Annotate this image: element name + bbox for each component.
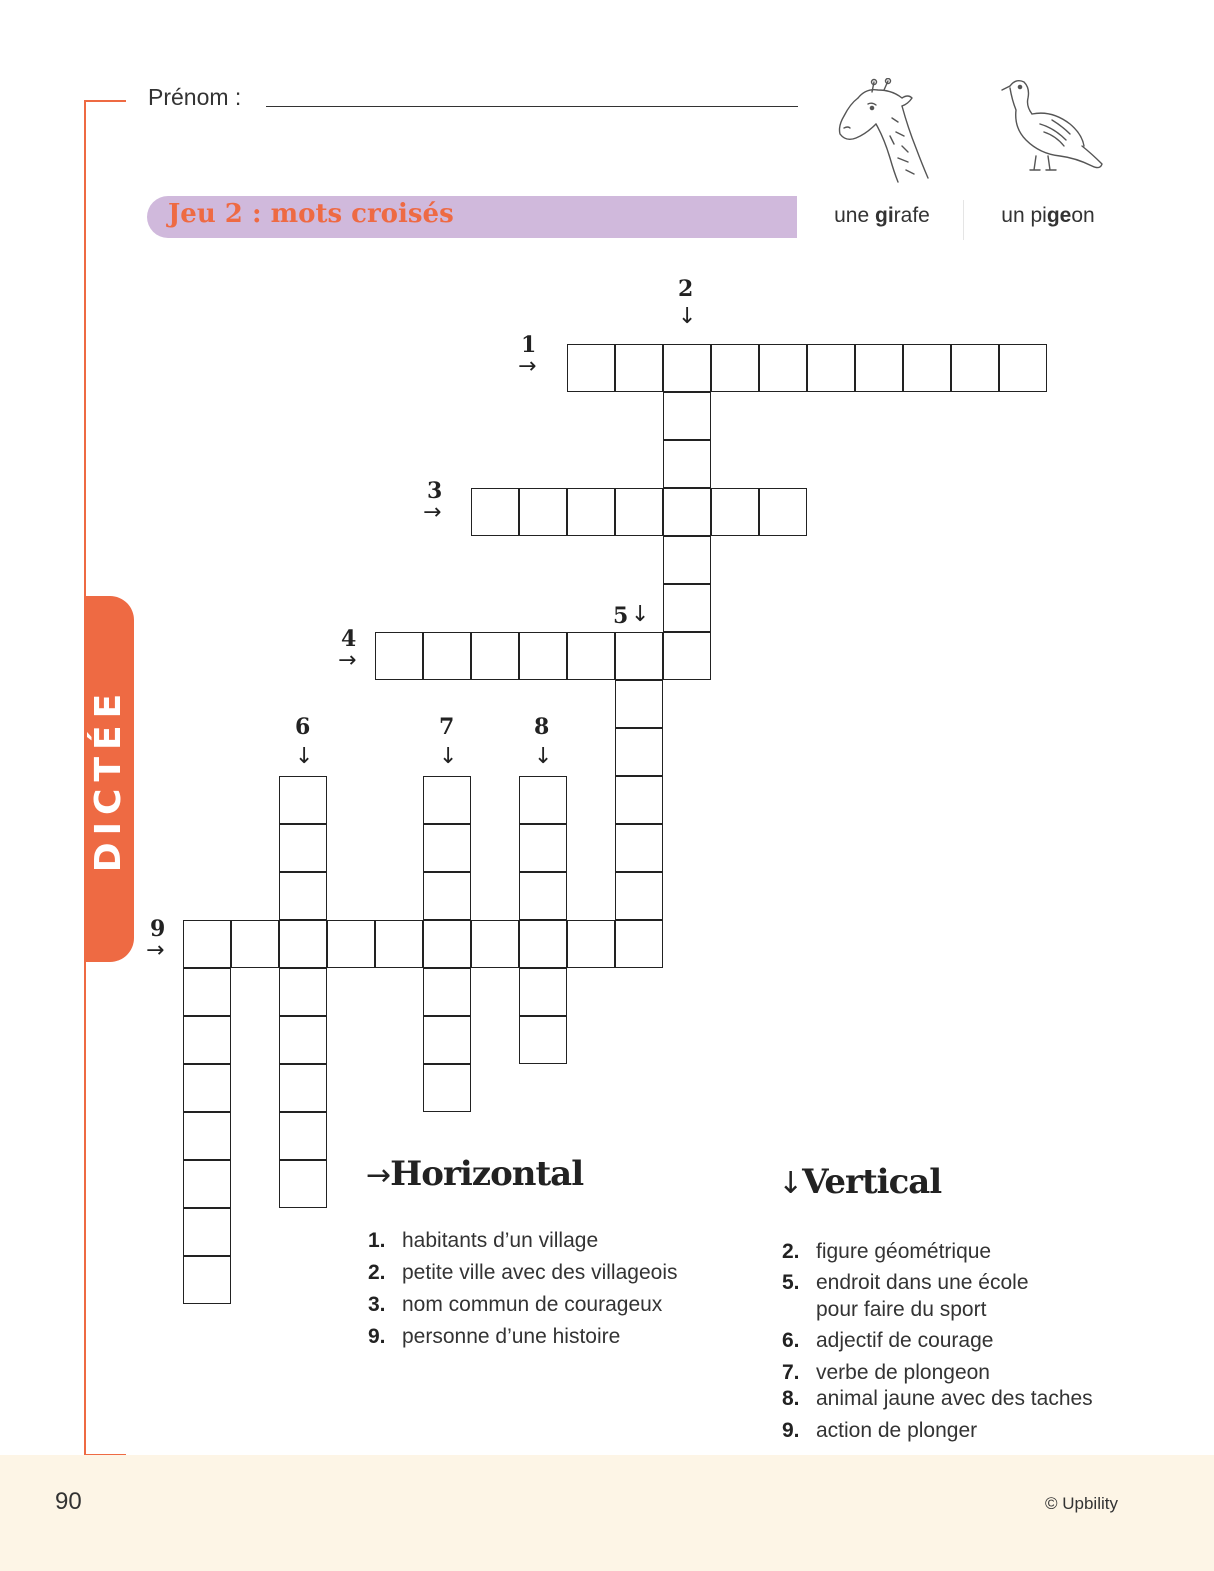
crossword-cell[interactable] xyxy=(375,920,423,968)
vertical-clue-continuation: pour faire du sport xyxy=(816,1298,987,1321)
crossword-cell[interactable] xyxy=(951,344,999,392)
clue-number-1: 1 xyxy=(521,332,537,358)
pigeon-label: un pigeon xyxy=(1001,204,1095,227)
crossword-cell[interactable] xyxy=(279,1112,327,1160)
crossword-cell[interactable] xyxy=(807,344,855,392)
crossword-cell[interactable] xyxy=(759,344,807,392)
crossword-cell[interactable] xyxy=(663,344,711,392)
crossword-cell[interactable] xyxy=(423,824,471,872)
name-label: Prénom : xyxy=(148,84,242,110)
arrow-down-icon: ↓ xyxy=(631,602,650,627)
crossword-cell[interactable] xyxy=(519,968,567,1016)
crossword-cell[interactable] xyxy=(567,488,615,536)
vertical-title: ↓Vertical xyxy=(778,1162,942,1202)
clue-number-6: 6 xyxy=(295,714,311,740)
crossword-cell[interactable] xyxy=(711,344,759,392)
arrow-down-icon: ↓ xyxy=(439,744,458,769)
side-tab-label: DICTÉE xyxy=(88,686,130,872)
crossword-cell[interactable] xyxy=(711,488,759,536)
horizontal-clue: 1. habitants d’un village xyxy=(368,1229,599,1252)
crossword-cell[interactable] xyxy=(279,920,327,968)
crossword-cell[interactable] xyxy=(279,776,327,824)
arrow-right-icon: → xyxy=(423,500,442,525)
crossword-cell[interactable] xyxy=(471,488,519,536)
crossword-cell[interactable] xyxy=(519,776,567,824)
crossword-cell[interactable] xyxy=(279,824,327,872)
copyright: © Upbility xyxy=(1045,1494,1118,1513)
crossword-cell[interactable] xyxy=(567,632,615,680)
clue-number-8: 8 xyxy=(534,714,550,740)
crossword-cell[interactable] xyxy=(423,920,471,968)
clue-number-4: 4 xyxy=(341,626,357,652)
game-title: Jeu 2 : mots croisés xyxy=(168,199,454,229)
clue-number-3: 3 xyxy=(427,478,443,504)
crossword-cell[interactable] xyxy=(279,968,327,1016)
giraffe-icon xyxy=(832,78,932,184)
crossword-cell[interactable] xyxy=(279,1064,327,1112)
crossword-cell[interactable] xyxy=(423,872,471,920)
crossword-cell[interactable] xyxy=(423,1064,471,1112)
arrow-right-icon: → xyxy=(366,1158,391,1193)
crossword-cell[interactable] xyxy=(183,1160,231,1208)
horizontal-title: →Horizontal xyxy=(366,1154,584,1194)
crossword-cell[interactable] xyxy=(471,920,519,968)
crossword-cell[interactable] xyxy=(519,632,567,680)
vertical-clue: 9. action de plonger xyxy=(782,1419,978,1442)
crossword-cell[interactable] xyxy=(663,392,711,440)
crossword-cell[interactable] xyxy=(615,824,663,872)
crossword-cell[interactable] xyxy=(183,920,231,968)
crossword-cell[interactable] xyxy=(615,872,663,920)
crossword-cell[interactable] xyxy=(423,776,471,824)
clue-number-2: 2 xyxy=(678,276,694,302)
name-input-line[interactable] xyxy=(266,106,798,107)
crossword-cell[interactable] xyxy=(183,1112,231,1160)
footer-band xyxy=(0,1455,1214,1571)
crossword-cell[interactable] xyxy=(567,344,615,392)
crossword-cell[interactable] xyxy=(567,920,615,968)
crossword-cell[interactable] xyxy=(423,1016,471,1064)
crossword-cell[interactable] xyxy=(279,1160,327,1208)
crossword-cell[interactable] xyxy=(183,1016,231,1064)
crossword-cell[interactable] xyxy=(183,1064,231,1112)
vertical-clue: 2. figure géométrique xyxy=(782,1240,992,1263)
horizontal-clue: 2. petite ville avec des villageois xyxy=(368,1261,678,1284)
crossword-cell[interactable] xyxy=(375,632,423,680)
clue-number-7: 7 xyxy=(439,714,455,740)
vertical-clue: 7. verbe de plongeon xyxy=(782,1361,990,1384)
clue-number-9: 9 xyxy=(150,916,166,942)
clue-number-5: 5 xyxy=(613,603,629,629)
crossword-cell[interactable] xyxy=(279,872,327,920)
crossword-cell[interactable] xyxy=(759,488,807,536)
arrow-down-icon: ↓ xyxy=(678,304,697,329)
crossword-cell[interactable] xyxy=(519,824,567,872)
crossword-cell[interactable] xyxy=(615,920,663,968)
giraffe-label: une girafe xyxy=(834,204,930,227)
horizontal-clue: 3. nom commun de courageux xyxy=(368,1293,663,1316)
crossword-cell[interactable] xyxy=(471,632,519,680)
illustration-divider xyxy=(963,200,964,240)
arrow-down-icon: ↓ xyxy=(295,744,314,769)
crossword-cell[interactable] xyxy=(615,344,663,392)
crossword-cell[interactable] xyxy=(183,1208,231,1256)
vertical-clue: 8. animal jaune avec des taches xyxy=(782,1387,1093,1410)
arrow-down-icon: ↓ xyxy=(534,744,553,769)
crossword-cell[interactable] xyxy=(423,968,471,1016)
crossword-cell[interactable] xyxy=(855,344,903,392)
crossword-cell[interactable] xyxy=(615,728,663,776)
crossword-cell[interactable] xyxy=(519,488,567,536)
crossword-cell[interactable] xyxy=(327,920,375,968)
crossword-cell[interactable] xyxy=(423,632,471,680)
crossword-cell[interactable] xyxy=(663,440,711,488)
crossword-cell[interactable] xyxy=(279,1016,327,1064)
crossword-cell[interactable] xyxy=(903,344,951,392)
crossword-cell[interactable] xyxy=(663,584,711,632)
horizontal-clue: 9. personne d’une histoire xyxy=(368,1325,621,1348)
arrow-right-icon: → xyxy=(518,354,537,379)
crossword-cell[interactable] xyxy=(999,344,1047,392)
crossword-cell[interactable] xyxy=(615,488,663,536)
crossword-cell[interactable] xyxy=(183,968,231,1016)
crossword-cell[interactable] xyxy=(615,776,663,824)
arrow-right-icon: → xyxy=(146,938,165,963)
crossword-cell[interactable] xyxy=(663,536,711,584)
page-number: 90 xyxy=(55,1488,82,1515)
vertical-clue: 5. endroit dans une école xyxy=(782,1271,1029,1294)
crossword-cell[interactable] xyxy=(663,632,711,680)
vertical-clue: 6. adjectif de courage xyxy=(782,1329,994,1352)
pigeon-icon xyxy=(996,74,1104,176)
arrow-right-icon: → xyxy=(338,648,357,673)
crossword-cell[interactable] xyxy=(519,920,567,968)
crossword-cell[interactable] xyxy=(231,920,279,968)
crossword-cell[interactable] xyxy=(183,1256,231,1304)
crossword-cell[interactable] xyxy=(519,872,567,920)
crossword-cell[interactable] xyxy=(615,632,663,680)
crossword-cell[interactable] xyxy=(519,1016,567,1064)
crossword-cell[interactable] xyxy=(615,680,663,728)
crossword-cell[interactable] xyxy=(663,488,711,536)
arrow-down-icon: ↓ xyxy=(778,1166,803,1201)
